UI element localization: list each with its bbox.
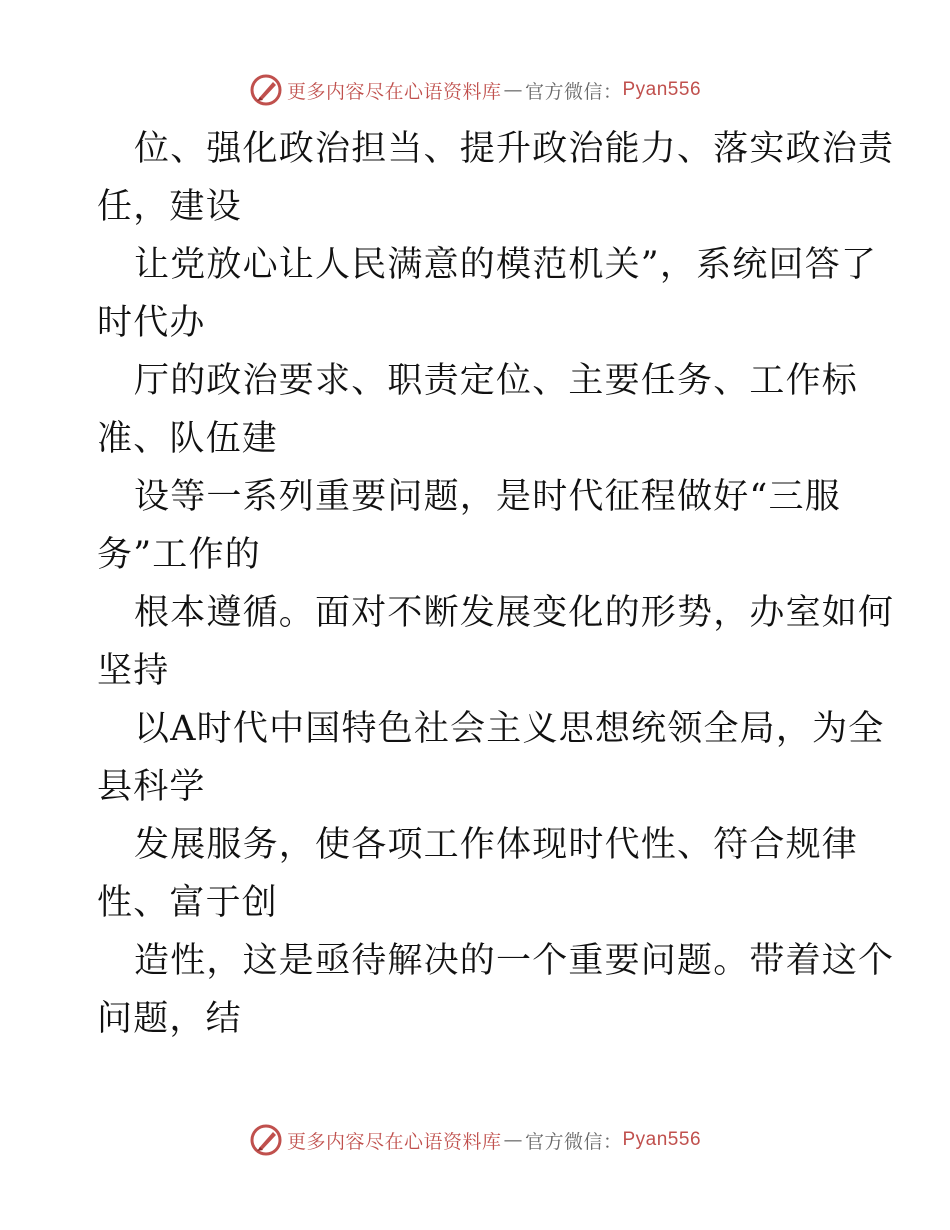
watermark-text: 更多内容尽在心语资料库: [286, 1130, 502, 1153]
text-line: 根本遵循。面对不断发展变化的形势，办室如何: [134, 593, 895, 633]
text-line: 准、队伍建: [97, 419, 279, 459]
text-line: 让党放心让人民满意的模范机关”，系统回答了: [134, 245, 878, 285]
text-line: 性、富于创: [97, 883, 279, 923]
text-line: 厅的政治要求、职责定位、主要任务、工作标: [134, 361, 859, 401]
watermark-text: 更多内容尽在心语资料库: [286, 80, 502, 103]
watermark-wechat-label: 官方微信：: [524, 1130, 623, 1153]
text-line: 以A时代中国特色社会主义思想统领全局，为全: [134, 709, 885, 749]
header-watermark: [0, 70, 950, 110]
document-body: [97, 120, 895, 1048]
text-line: 问题，结: [97, 999, 242, 1039]
watermark-wechat-id: Pyan556: [622, 79, 702, 100]
watermark-wechat-id: Pyan556: [622, 1129, 702, 1150]
text-line: 任，建设: [97, 187, 242, 227]
text-line: 时代办: [97, 303, 206, 343]
text-line: 务”工作的: [97, 535, 261, 575]
text-line: 坚持: [97, 651, 170, 691]
quill-logo-icon: [249, 73, 283, 107]
watermark-wechat-label: 官方微信：: [524, 80, 623, 103]
watermark-separator: —: [503, 79, 523, 101]
text-line: 县科学: [97, 767, 206, 807]
text-line: 造性，这是亟待解决的一个重要问题。带着这个: [134, 941, 895, 981]
footer-watermark: [0, 1120, 950, 1160]
text-line: 位、强化政治担当、提升政治能力、落实政治责: [134, 129, 895, 169]
text-line: 发展服务，使各项工作体现时代性、符合规律: [134, 825, 859, 865]
quill-logo-icon: [249, 1123, 283, 1157]
text-line: 设等一系列重要问题，是时代征程做好“三服: [134, 477, 841, 517]
watermark-separator: —: [503, 1129, 523, 1151]
